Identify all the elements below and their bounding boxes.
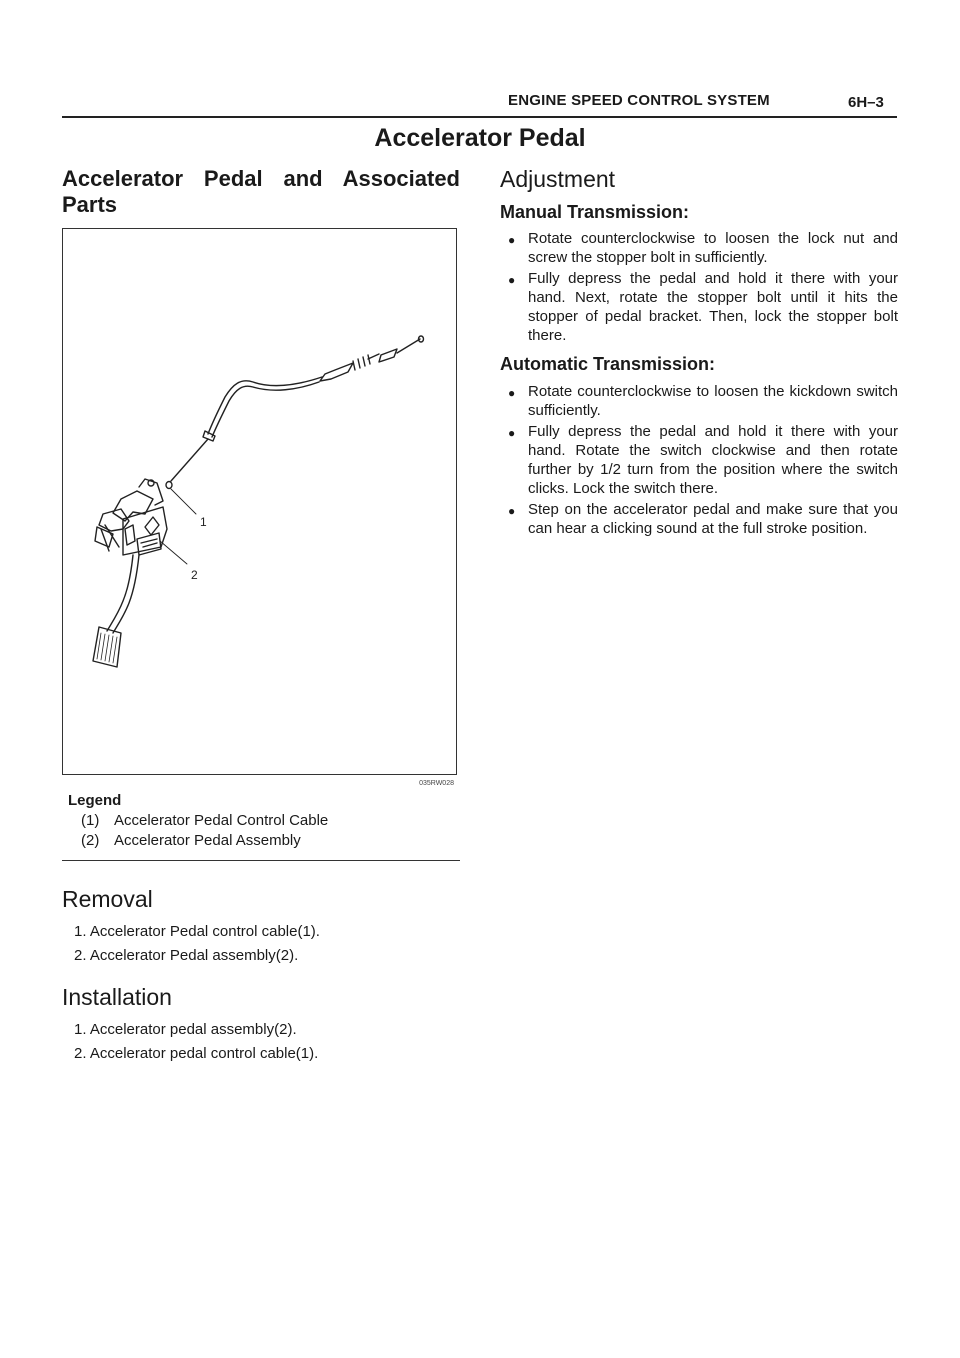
bullet-item: ● Step on the accelerator pedal and make sure that you can hear a clicking sound at the full stroke position. <box>508 501 898 537</box>
cable-end-ball <box>166 482 172 489</box>
bullet-item: ● Fully depress the pedal and hold it there with your hand. Next, rotate the stopper bolt until it hits the stopper of pedal bracket. Then, lock the stopper bolt there. <box>508 270 898 344</box>
figure-code: 035RW028 <box>419 780 454 787</box>
pedal-arm-top <box>139 479 163 505</box>
installation-step: 1. Accelerator pedal assembly(2). <box>74 1021 297 1038</box>
running-header-title: ENGINE SPEED CONTROL SYSTEM <box>508 92 770 109</box>
header-divider <box>62 116 897 118</box>
cable-adjuster-nuts <box>353 354 379 370</box>
automatic-transmission-list <box>508 382 898 540</box>
parts-heading: Accelerator Pedal and Associated Parts <box>62 166 460 217</box>
cable-adjuster-body <box>320 363 353 381</box>
leader-line-1 <box>171 489 196 514</box>
legend-item-number: (1) <box>81 812 100 829</box>
legend <box>68 791 460 851</box>
bullet-item: ● Rotate counterclockwise to loosen the kickdown switch sufficiently. <box>508 383 898 419</box>
callout-2: 2 <box>191 568 198 582</box>
legend-item <box>81 831 460 851</box>
legend-divider <box>62 860 460 861</box>
bullet-dot-icon: ● <box>508 273 516 287</box>
adjustment-heading: Adjustment <box>500 166 616 192</box>
pedal-illustration <box>63 229 458 776</box>
manual-transmission-list <box>508 229 898 347</box>
legend-item-number: (2) <box>81 832 100 849</box>
cable-end-rod <box>397 339 420 353</box>
pedal-arm <box>107 555 133 631</box>
callout-1: 1 <box>200 515 207 529</box>
legend-title: Legend <box>68 792 122 809</box>
bullet-dot-icon: ● <box>508 386 516 400</box>
installation-steps <box>74 1018 318 1066</box>
removal-steps <box>74 920 320 968</box>
installation-heading: Installation <box>62 984 172 1010</box>
cable-boot <box>379 349 397 362</box>
removal-heading: Removal <box>62 886 153 912</box>
inner-cable <box>171 439 208 481</box>
automatic-transmission-heading: Automatic Transmission: <box>500 354 716 374</box>
manual-transmission-heading: Manual Transmission: <box>500 202 690 222</box>
bullet-dot-icon: ● <box>508 504 516 518</box>
page-title: Accelerator Pedal <box>374 124 586 152</box>
installation-step: 2. Accelerator pedal control cable(1). <box>74 1045 319 1062</box>
bullet-item: ● Rotate counterclockwise to loosen the lock nut and screw the stopper bolt in sufficiently. <box>508 230 898 266</box>
legend-item-text: Accelerator Pedal Assembly <box>114 832 301 849</box>
page-number: 6H–3 <box>848 94 884 111</box>
removal-step: 2. Accelerator Pedal assembly(2). <box>74 947 299 964</box>
legend-item <box>81 811 460 831</box>
parts-figure <box>62 228 457 787</box>
bullet-dot-icon: ● <box>508 426 516 440</box>
removal-step: 1. Accelerator Pedal control cable(1). <box>74 923 320 940</box>
legend-item-text: Accelerator Pedal Control Cable <box>114 812 329 829</box>
bullet-dot-icon: ● <box>508 233 516 247</box>
leader-line-2 <box>160 541 187 564</box>
cable-housing <box>208 377 322 434</box>
bullet-item: ● Fully depress the pedal and hold it there with your hand. Rotate the switch clockwise and then rotate further by 1/2 turn from the position where the switch clicks. Lock the switch there. <box>508 423 898 497</box>
